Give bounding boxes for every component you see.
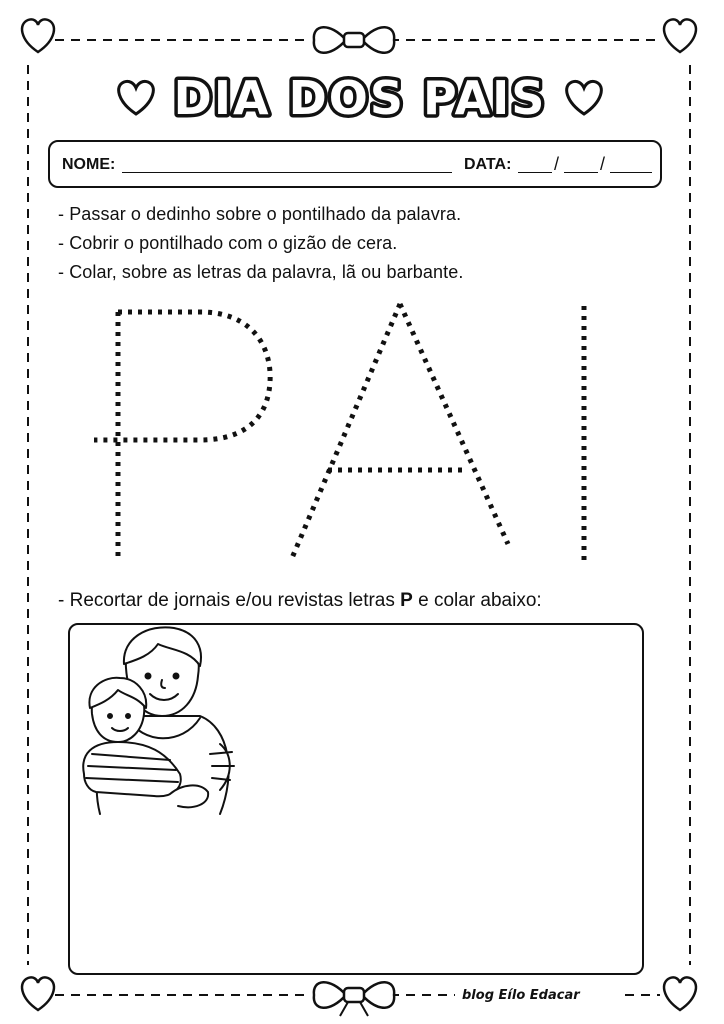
heart-icon [119,81,154,114]
date-slash: / [600,154,606,174]
cut-instruction-after: e colar abaixo: [412,590,542,611]
date-day-field[interactable] [518,172,552,173]
bow-icon [314,982,394,1016]
name-label: NOME: [62,156,116,173]
footer-credit: blog Eílo Edacar [462,988,580,1003]
date-slash: / [554,154,560,174]
traced-word-pai [60,290,660,580]
heart-icon [567,81,602,114]
instruction-3: - Colar, sobre as letras da palavra, lã ou barbante. [58,262,464,282]
heart-icon [22,19,54,52]
date-year-field[interactable] [610,172,652,173]
date-label: DATA: [464,156,512,173]
instruction-2: - Cobrir o pontilhado com o gizão de cera. [58,233,398,253]
name-date-box [48,140,662,188]
name-field[interactable] [122,172,452,173]
bow-icon [314,27,394,53]
date-month-field[interactable] [564,172,598,173]
cut-instruction-letter: P [400,590,413,611]
cut-instruction-before: - Recortar de jornais e/ou revistas letras [58,590,401,611]
heart-icon [22,977,54,1010]
title-text: DIA DOS PAIS [173,71,547,125]
heart-icon [664,977,696,1010]
cut-instruction [58,590,542,612]
heart-icon [664,19,696,52]
traced-letter-a [292,304,400,558]
instruction-1: - Passar o dedinho sobre o pontilhado da palavra. [58,204,462,224]
father-son-illustration [70,624,240,824]
traced-letter-a [400,304,508,544]
page-title [110,62,610,132]
